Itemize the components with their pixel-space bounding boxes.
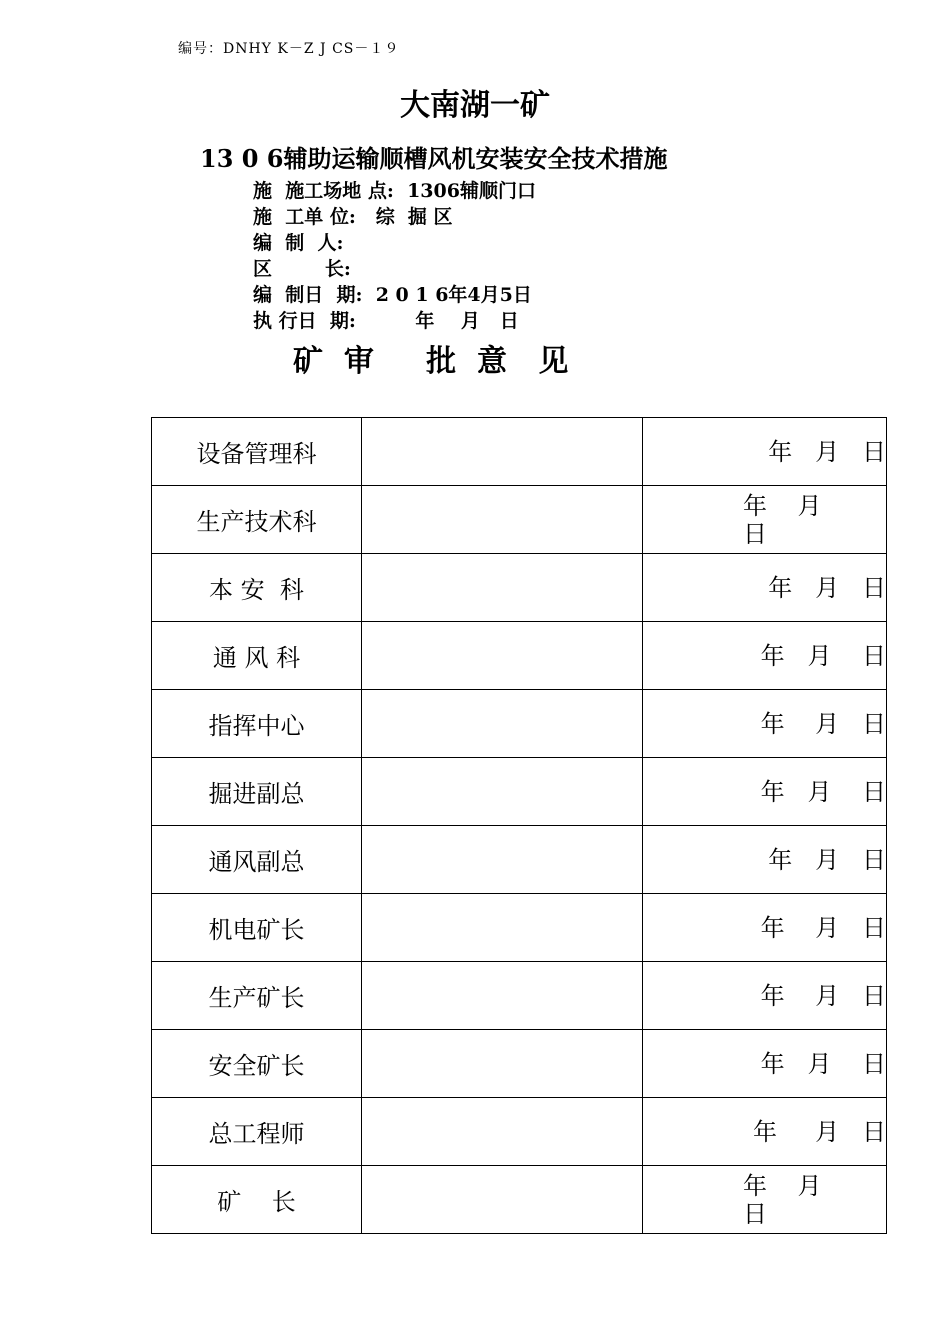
table-row xyxy=(152,1166,887,1234)
info-line-unit: 施 工单 位: 综 掘 区 xyxy=(253,206,453,228)
table-row xyxy=(152,486,887,554)
department-label: 生产技术科 xyxy=(152,486,362,554)
info-line-compile-date: 编 制日 期: 2 0 1 6年4月5日 xyxy=(253,284,532,306)
opinion-cell[interactable] xyxy=(362,690,643,758)
table-row xyxy=(152,554,887,622)
info-line-author: 编 制 人: xyxy=(253,232,344,254)
opinion-cell[interactable] xyxy=(362,554,643,622)
approval-section-title: 矿 审 批 意 见 xyxy=(293,344,569,379)
date-cell: 年 月 日 xyxy=(643,554,887,622)
date-cell: 年 月 日 xyxy=(643,826,887,894)
opinion-cell[interactable] xyxy=(362,1098,643,1166)
date-cell: 年 月 日 xyxy=(643,622,887,690)
opinion-cell[interactable] xyxy=(362,418,643,486)
info-line-location: 施 施工场地 点: 1306辅顺门口 xyxy=(253,180,536,202)
date-cell: 年 月 日 xyxy=(643,962,887,1030)
opinion-cell[interactable] xyxy=(362,1030,643,1098)
organization-name: 大南湖一矿 xyxy=(400,88,550,123)
opinion-cell[interactable] xyxy=(362,826,643,894)
table-row xyxy=(152,758,887,826)
opinion-cell[interactable] xyxy=(362,894,643,962)
info-line-district-head: 区 长: xyxy=(253,258,351,280)
department-label: 掘进副总 xyxy=(152,758,362,826)
table-row xyxy=(152,1098,887,1166)
department-label: 生产矿长 xyxy=(152,962,362,1030)
department-label: 通 风 科 xyxy=(152,622,362,690)
table-row xyxy=(152,826,887,894)
date-cell: 年 月 日 xyxy=(643,758,887,826)
table-row xyxy=(152,690,887,758)
opinion-cell[interactable] xyxy=(362,486,643,554)
date-cell: 年 月 日 xyxy=(643,690,887,758)
date-cell: 年 月 日 xyxy=(643,418,887,486)
table-row xyxy=(152,894,887,962)
department-label: 机电矿长 xyxy=(152,894,362,962)
info-line-exec-date: 执 行日 期: 年 月 日 xyxy=(253,310,519,332)
opinion-cell[interactable] xyxy=(362,962,643,1030)
table-row xyxy=(152,1030,887,1098)
date-cell: 年 月 日 xyxy=(643,486,887,554)
approval-table xyxy=(151,417,887,1234)
date-cell: 年 月 日 xyxy=(643,894,887,962)
opinion-cell[interactable] xyxy=(362,622,643,690)
department-label: 设备管理科 xyxy=(152,418,362,486)
department-label: 安全矿长 xyxy=(152,1030,362,1098)
department-label: 本 安 科 xyxy=(152,554,362,622)
department-label: 指挥中心 xyxy=(152,690,362,758)
table-row xyxy=(152,962,887,1030)
department-label: 矿 长 xyxy=(152,1166,362,1234)
department-label: 总工程师 xyxy=(152,1098,362,1166)
date-cell: 年 月 日 xyxy=(643,1098,887,1166)
document-number: 编号：DNHY K－Z J CS－１９ xyxy=(178,41,400,57)
table-row xyxy=(152,418,887,486)
opinion-cell[interactable] xyxy=(362,1166,643,1234)
opinion-cell[interactable] xyxy=(362,758,643,826)
table-row xyxy=(152,622,887,690)
date-cell: 年 月 日 xyxy=(643,1030,887,1098)
date-cell: 年 月 日 xyxy=(643,1166,887,1234)
document-title: 13 0 6辅助运输顺槽风机安装安全技术措施 xyxy=(200,144,668,173)
department-label: 通风副总 xyxy=(152,826,362,894)
